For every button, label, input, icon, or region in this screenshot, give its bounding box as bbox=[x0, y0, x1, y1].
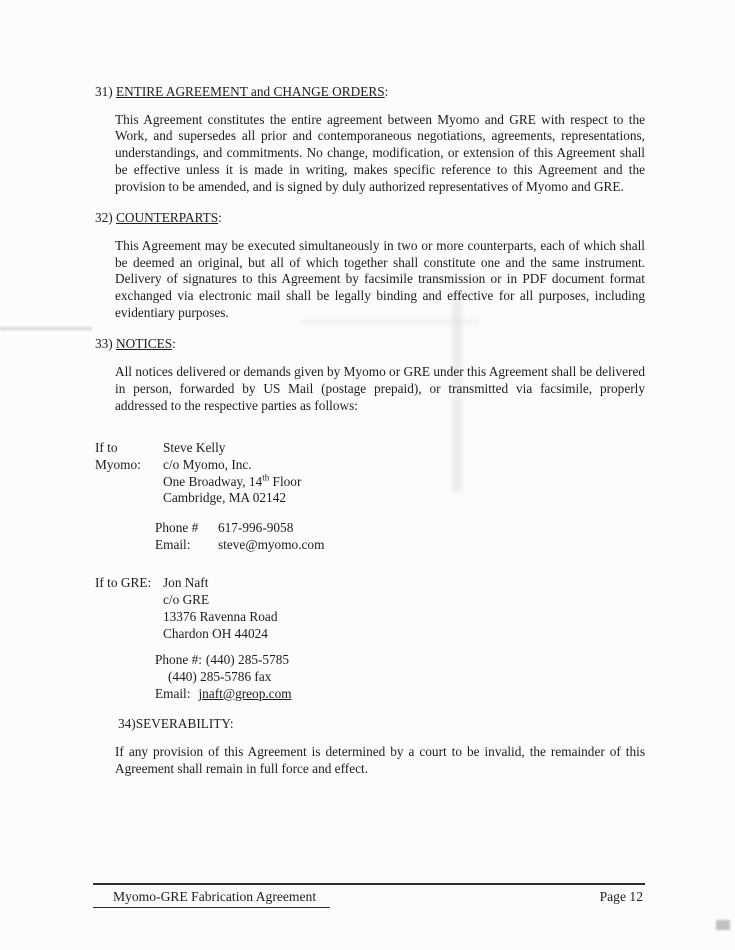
myomo-email-row bbox=[155, 537, 645, 554]
gre-fax-value: (440) 285-5786 fax bbox=[168, 668, 272, 684]
section-33-title: NOTICES bbox=[116, 336, 173, 352]
gre-phone-value: (440) 285-5785 bbox=[205, 652, 290, 668]
gre-contact-label: If to GRE: bbox=[95, 575, 152, 591]
section-33-body: All notices delivered or demands given by Myomo or GRE under this Agreement shall be delivered in person, forwarded by US Mail (postage prepaid), or transmitted via facsimile, properly addressed to the respective parties as follows: bbox=[115, 364, 645, 413]
gre-phone-email-rows bbox=[155, 652, 645, 702]
myomo-email-label: Email: bbox=[155, 536, 191, 552]
footer-document-title: Myomo-GRE Fabrication Agreement bbox=[93, 889, 330, 908]
section-32-colon: : bbox=[218, 210, 222, 226]
myomo-address-line4: Cambridge, MA 02142 bbox=[163, 490, 286, 506]
section-34-heading bbox=[118, 716, 645, 733]
myomo-phone-value: 617-996-9058 bbox=[218, 520, 294, 536]
myomo-address-line3-post: Floor bbox=[269, 473, 302, 489]
gre-address-line2: c/o GRE bbox=[163, 592, 210, 608]
section-33-number: 33) bbox=[95, 336, 113, 352]
section-31-body: This Agreement constitutes the entire agreement between Myomo and GRE with respect to the Work, and supersedes all prior and contemporaneous negotiations, agreements, representations, understandings, and commitments. No change, modification, or extension of this Agreement shall be effective unless it is made in writing, makes specific reference to this Agreement and the provision to be amended, and is signed by duly authorized representatives of Myomo and GRE. bbox=[115, 111, 645, 194]
section-31-title: ENTIRE AGREEMENT and CHANGE ORDERS bbox=[116, 84, 385, 99]
section-32-title: COUNTERPARTS bbox=[116, 210, 219, 226]
section-31-colon: : bbox=[384, 84, 389, 99]
myomo-address-line2: c/o Myomo, Inc. bbox=[163, 456, 252, 472]
gre-contact-block bbox=[95, 575, 645, 642]
myomo-contact-label: If to Myomo: bbox=[95, 440, 141, 472]
gre-phone-label: Phone #: bbox=[155, 652, 202, 668]
gre-address-line3: 13376 Ravenna Road bbox=[163, 608, 278, 624]
myomo-email-value: steve@myomo.com bbox=[218, 536, 325, 552]
section-33-heading bbox=[95, 336, 645, 353]
section-34-body: If any provision of this Agreement is determined by a court to be invalid, the remainder of this Agreement shall remain in full force and effect. bbox=[115, 744, 645, 776]
section-31-heading bbox=[95, 84, 645, 101]
section-32-heading bbox=[95, 210, 645, 227]
myomo-phone-email-rows bbox=[155, 520, 645, 553]
gre-email-value: jnaft@greop.com bbox=[198, 685, 292, 701]
section-31-number: 31) bbox=[95, 84, 113, 99]
gre-phone-row bbox=[155, 652, 645, 669]
myomo-contact-name: Steve Kelly bbox=[163, 440, 226, 456]
footer-page-number: Page 12 bbox=[599, 889, 643, 904]
myomo-phone-row bbox=[155, 520, 645, 537]
scan-artifact bbox=[0, 327, 92, 330]
myomo-address bbox=[163, 440, 301, 507]
gre-email-label: Email: bbox=[155, 685, 191, 701]
page-content bbox=[95, 84, 645, 793]
section-34-number: 34) bbox=[118, 716, 136, 732]
myomo-contact-block bbox=[95, 440, 645, 507]
gre-address bbox=[163, 575, 277, 642]
section-34-title: SEVERABILITY bbox=[135, 716, 230, 732]
section-32-number: 32) bbox=[95, 210, 113, 226]
scan-artifact bbox=[716, 920, 730, 930]
gre-address-line4: Chardon OH 44024 bbox=[163, 625, 268, 641]
section-34-colon: : bbox=[229, 716, 234, 732]
gre-fax-row bbox=[155, 669, 645, 686]
myomo-phone-label: Phone # bbox=[155, 520, 199, 536]
gre-contact-name: Jon Naft bbox=[163, 575, 209, 591]
page-footer bbox=[93, 883, 645, 908]
section-32-body: This Agreement may be executed simultaneously in two or more counterparts, each of which shall be deemed an original, but all of which together shall constitute one and the same instrument. Delivery of signatures to this Agreement by facsimile transmission or in PDF document format exchanged via electronic mail shall be legally binding and effective for all purposes, including evidentiary purposes. bbox=[115, 237, 645, 320]
myomo-address-line3 bbox=[163, 474, 301, 491]
section-33-colon: : bbox=[172, 336, 176, 352]
myomo-address-line3-sup: th bbox=[262, 472, 270, 483]
gre-email-row bbox=[155, 686, 645, 703]
myomo-address-line3-pre: One Broadway, 14 bbox=[163, 473, 263, 489]
